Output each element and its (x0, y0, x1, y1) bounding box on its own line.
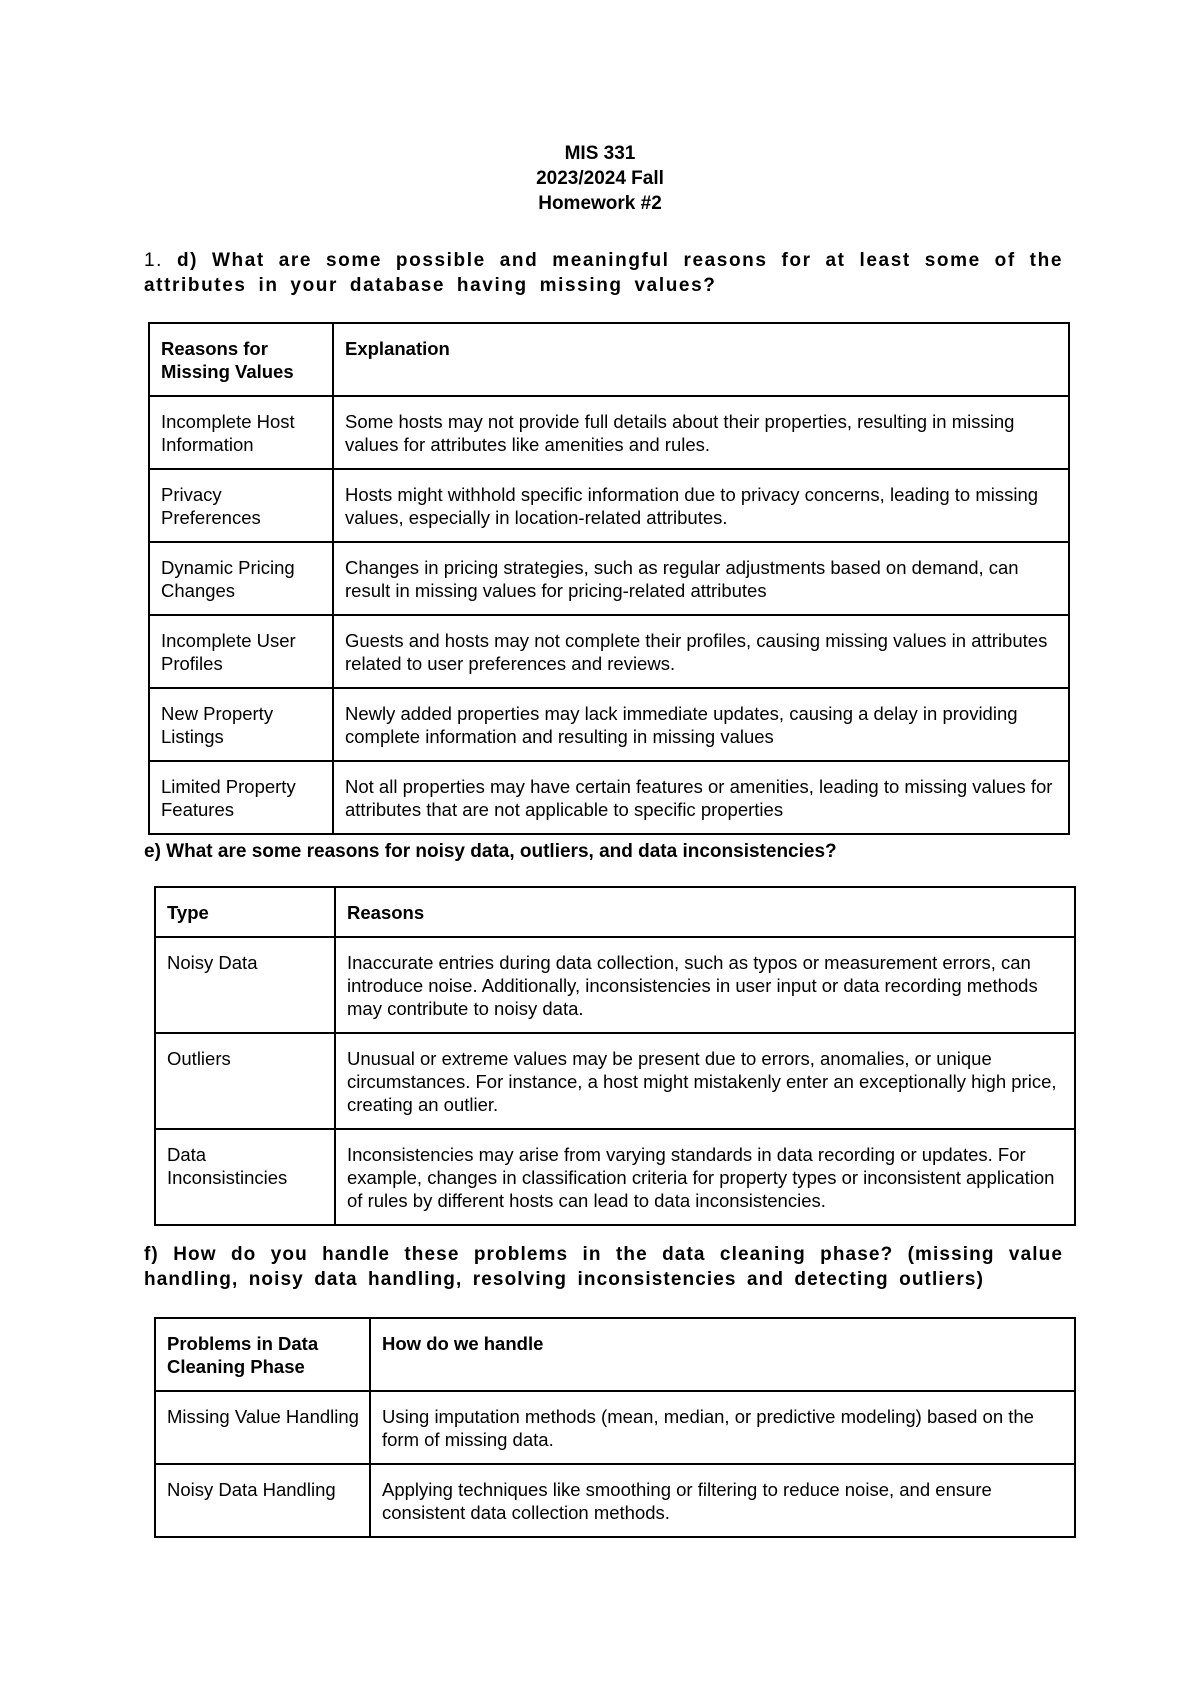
row-detail-cell: Using imputation methods (mean, median, or predictive modeling) based on the form of missing data. (370, 1391, 1075, 1464)
question-e (144, 839, 1084, 864)
question-f (144, 1242, 1063, 1292)
row-label-cell: Privacy Preferences (149, 469, 333, 542)
table-header-cell: Type (155, 887, 335, 937)
table-row (149, 469, 1069, 542)
row-detail-cell: Not all properties may have certain features or amenities, leading to missing values for attributes that are not applicable to specific properties (333, 761, 1069, 834)
term-label: 2023/2024 Fall (536, 168, 664, 189)
row-detail-cell: Applying techniques like smoothing or filtering to reduce noise, and ensure consistent data collection methods. (370, 1464, 1075, 1537)
row-label-cell: Incomplete User Profiles (149, 615, 333, 688)
table-row (149, 542, 1069, 615)
table-header-cell: Reasons (335, 887, 1075, 937)
table-row (149, 688, 1069, 761)
question-d (144, 248, 1063, 298)
table-row (155, 1391, 1075, 1464)
row-detail-cell: Changes in pricing strategies, such as regular adjustments based on demand, can result in missing values for pricing-related attributes (333, 542, 1069, 615)
table-row (149, 615, 1069, 688)
assignment-title: Homework #2 (538, 193, 662, 214)
row-label-cell: Data Inconsistincies (155, 1129, 335, 1225)
row-label-cell: Noisy Data Handling (155, 1464, 370, 1537)
missing-values-table (148, 322, 1070, 835)
row-label-cell: Limited Property Features (149, 761, 333, 834)
question-number: 1. (144, 250, 164, 271)
row-label-cell: New Property Listings (149, 688, 333, 761)
table-header-cell: How do we handle (370, 1318, 1075, 1391)
row-label-cell: Noisy Data (155, 937, 335, 1033)
row-detail-cell: Newly added properties may lack immediate updates, causing a delay in providing complete information and resulting in missing values (333, 688, 1069, 761)
course-title: MIS 331 (564, 143, 636, 164)
table-row (155, 1464, 1075, 1537)
row-label-cell: Missing Value Handling (155, 1391, 370, 1464)
row-detail-cell: Guests and hosts may not complete their profiles, causing missing values in attributes related to user preferences and reviews. (333, 615, 1069, 688)
row-detail-cell: Some hosts may not provide full details about their properties, resulting in missing values for attributes like amenities and rules. (333, 396, 1069, 469)
row-detail-cell: Inaccurate entries during data collection, such as typos or measurement errors, can introduce noise. Additionally, inconsistencies in user input or data recording methods may contribute to noisy data. (335, 937, 1075, 1033)
document-header (0, 141, 1200, 216)
table-row (155, 937, 1075, 1033)
question-f-text: f) How do you handle these problems in the data cleaning phase? (missing value handling, noisy data handling, resolving inconsistencies and detecting outliers) (144, 1244, 1063, 1290)
row-detail-cell: Inconsistencies may arise from varying standards in data recording or updates. For example, changes in classification criteria for property types or inconsistent application of rules by different hosts can lead to data inconsistencies. (335, 1129, 1075, 1225)
table-header-cell: Problems in Data Cleaning Phase (155, 1318, 370, 1391)
row-label-cell: Incomplete Host Information (149, 396, 333, 469)
table-header-row (149, 323, 1069, 396)
table-header-cell: Reasons for Missing Values (149, 323, 333, 396)
data-cleaning-table (154, 1317, 1076, 1538)
question-e-text: e) What are some reasons for noisy data, outliers, and data inconsistencies? (144, 841, 837, 862)
table-header-cell: Explanation (333, 323, 1069, 396)
row-detail-cell: Unusual or extreme values may be present due to errors, anomalies, or unique circumstances. For instance, a host might mistakenly enter an exceptionally high price, creating an outlier. (335, 1033, 1075, 1129)
table-row (149, 396, 1069, 469)
noisy-data-table (154, 886, 1076, 1226)
table-row (149, 761, 1069, 834)
table-row (155, 1129, 1075, 1225)
table-row (155, 1033, 1075, 1129)
table-header-row (155, 1318, 1075, 1391)
table-header-row (155, 887, 1075, 937)
question-d-text: d) What are some possible and meaningful reasons for at least some of the attributes in your database having missing values? (144, 250, 1063, 296)
row-detail-cell: Hosts might withhold specific information due to privacy concerns, leading to missing values, especially in location-related attributes. (333, 469, 1069, 542)
row-label-cell: Outliers (155, 1033, 335, 1129)
row-label-cell: Dynamic Pricing Changes (149, 542, 333, 615)
